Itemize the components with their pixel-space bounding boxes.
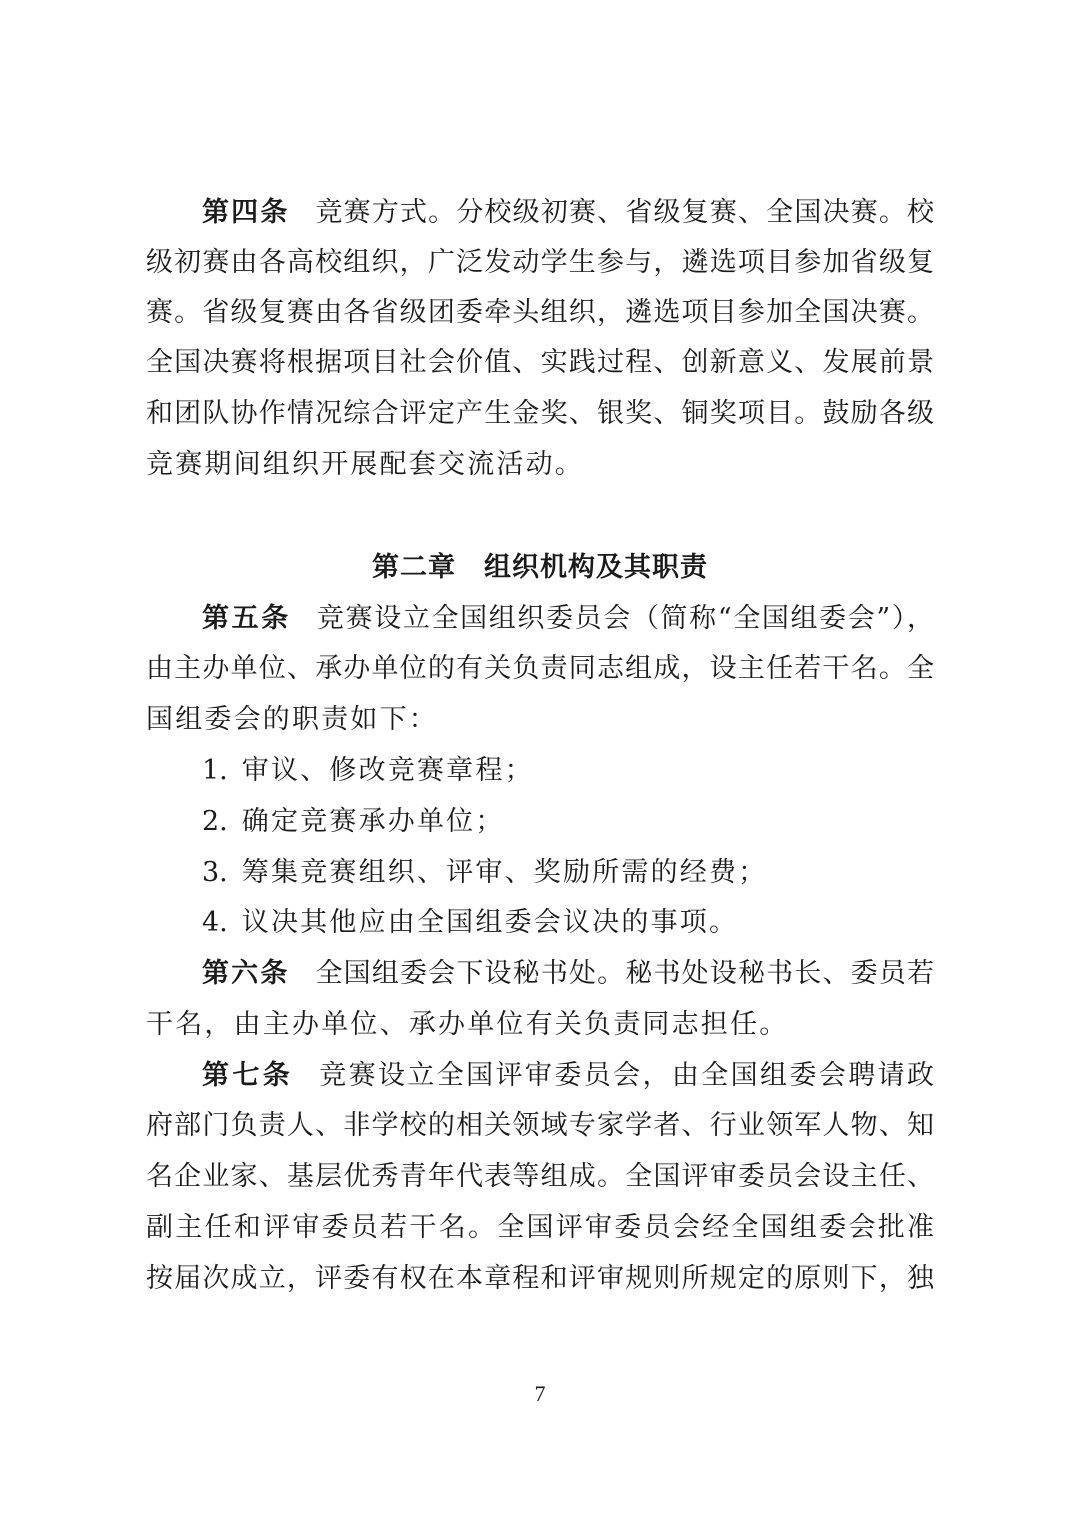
chapter-title: 组织机构及其职责 (484, 552, 708, 583)
article5-line-2: 由主办单位、承办单位的有关负责同志组成，设主任若干名。全 (146, 653, 934, 684)
article4-line-6: 竞赛期间组织开展配套交流活动。 (146, 449, 584, 480)
article4-line-4: 全国决赛将根据项目社会价值、实践过程、创新意义、发展前景 (146, 347, 934, 378)
article4-line-1: 第四条 竞赛方式。分校级初赛、省级复赛、全国决赛。校 (202, 197, 934, 228)
article5-line-3: 国组委会的职责如下： (146, 704, 438, 735)
list-item: 1. 审议、修改竞赛章程； (202, 755, 534, 786)
article4-line-2: 级初赛由各高校组织，广泛发动学生参与，遴选项目参加省级复 (146, 247, 934, 278)
article7-line-3: 名企业家、基层优秀青年代表等组成。全国评审委员会设主任、 (146, 1161, 934, 1192)
article7-line-5: 按届次成立，评委有权在本章程和评审规则所规定的原则下，独 (146, 1263, 934, 1294)
list-item: 2. 确定竞赛承办单位； (202, 806, 505, 837)
article6-line-1: 第六条 全国组委会下设秘书处。秘书处设秘书长、委员若 (202, 958, 934, 989)
article5-line-1: 第五条 竞赛设立全国组织委员会（简称“全国组委会”）， (202, 603, 935, 634)
article6-line-2: 干名，由主办单位、承办单位有关负责同志担任。 (146, 1009, 789, 1040)
page-number: 7 (534, 1381, 546, 1406)
chapter-heading (0, 551, 1080, 585)
article7-line-2: 府部门负责人、非学校的相关领域专家学者、行业领军人物、知 (146, 1110, 934, 1141)
article4-line-3: 赛。省级复赛由各省级团委牵头组织，遴选项目参加全国决赛。 (146, 297, 934, 328)
list-item: 3. 筹集竞赛组织、评审、奖励所需的经费； (202, 857, 768, 888)
article4-label: 第四条 (202, 197, 290, 228)
article6-label: 第六条 (202, 958, 290, 989)
article4-line-5: 和团队协作情况综合评定产生金奖、银奖、铜奖项目。鼓励各级 (146, 398, 934, 429)
list-item: 4. 议决其他应由全国组委会议决的事项。 (202, 907, 739, 938)
article5-label: 第五条 (202, 603, 291, 634)
article7-label: 第七条 (202, 1060, 294, 1091)
article7-line-1: 第七条 竞赛设立全国评审委员会，由全国组委会聘请政 (202, 1060, 935, 1091)
article7-line-4: 副主任和评审委员若干名。全国评审委员会经全国组委会批准 (146, 1212, 934, 1243)
chapter-number: 第二章 (372, 552, 456, 583)
